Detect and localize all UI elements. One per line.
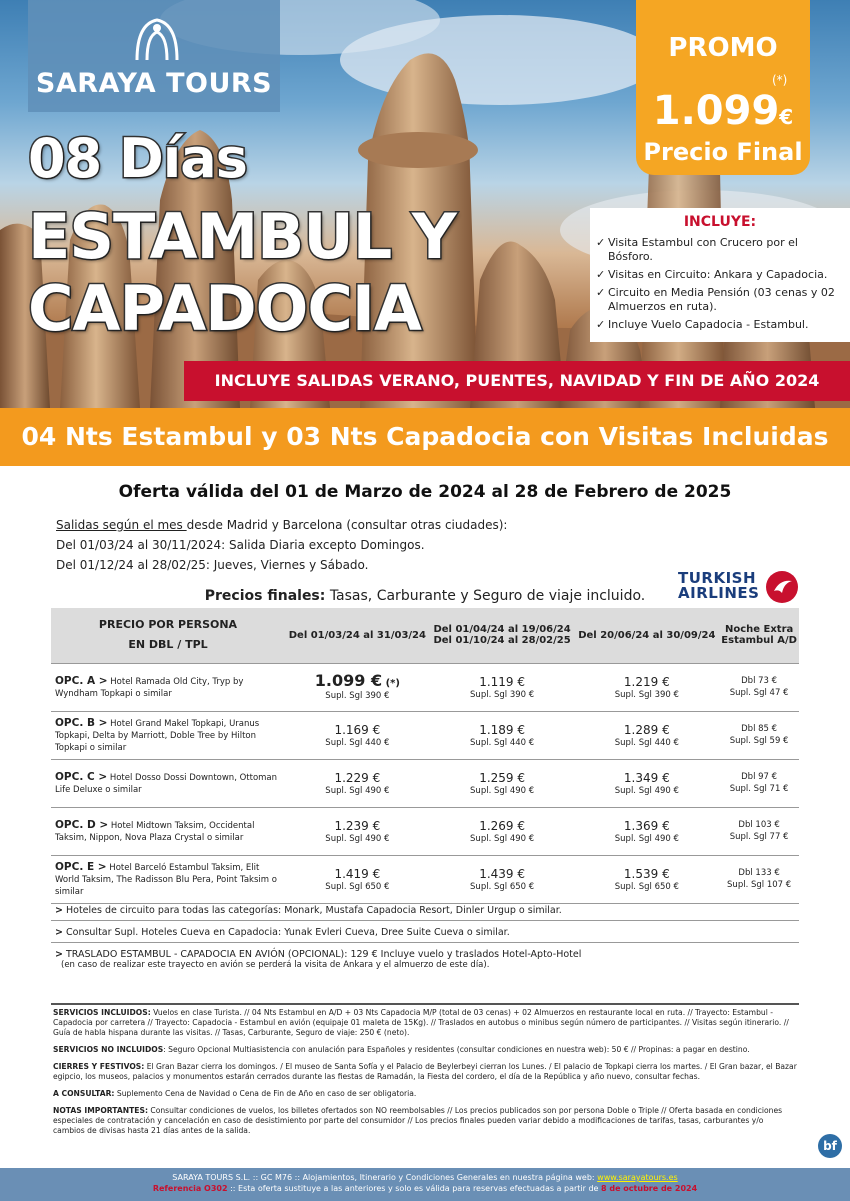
footer-line-1 [0, 1172, 850, 1183]
includes-item [596, 318, 844, 332]
includes-list [596, 236, 844, 332]
price-value: 1.119 € [479, 674, 525, 689]
hero-image [0, 0, 850, 408]
note-marker: > [55, 905, 63, 916]
price-value: 1.369 € [623, 818, 670, 833]
promo-asterisk: (*) [772, 73, 788, 87]
footer-line-2 [0, 1183, 850, 1194]
price-table-header [51, 608, 799, 663]
legal-text: El Gran Bazar cierra los domingos. / El museo de Santa Sofía y el Palacio de Beylerbeyi cierran los Lunes. / El palacio de Topkapi cierra los martes. / El Gran bazar, el Bazar egipcio, los museos, palacios y monumentos estarán cerrados durante las fiestas de Ramadán, la Fiesta del cordero, el día de la República y año nuevo, consultar fechas. [53, 1062, 797, 1081]
header-text: Noche Extra [724, 624, 794, 636]
price-period-3 [574, 759, 719, 807]
note-marker: > [55, 949, 63, 960]
single-supplement: Supl. Sgl 390 € [614, 689, 679, 700]
checkmark-icon: ✓ [596, 236, 606, 249]
extra-night-price [719, 807, 799, 855]
price-amount: 1.099 € [314, 671, 383, 690]
note-flight-option [51, 945, 799, 974]
offer-validity: Oferta válida del 01 de Marzo de 2024 al 28 de Febrero de 2025 [118, 482, 732, 502]
includes-item-text: Visitas en Circuito: Ankara y Capadocia. [608, 268, 828, 281]
table-row [51, 759, 799, 807]
price-amount: 1.229 € [334, 770, 381, 785]
price-value [285, 673, 430, 691]
price-period-2 [430, 711, 575, 759]
footer-date: 8 de octubre de 2024 [601, 1184, 698, 1193]
legal-text: Consultar condiciones de vuelos, los billetes ofertados son NO reembolsables // Los precios publicados son por persona Doble o Triple // Oferta basada en condiciones especiales de contratación y cancelación en caso de desistimiento por parte del consumidor // Los precios finales pueden variar debido a modificaciones de tarifas, tasas, carburantes y/o cambios de divisas hasta 21 días antes de la salida. [53, 1106, 783, 1135]
header-period-1: Del 01/03/24 al 31/03/24 [285, 608, 430, 663]
single-supplement: Supl. Sgl 490 € [470, 833, 535, 844]
extra-night-dbl: Dbl 97 € [741, 772, 778, 782]
header-text: PRECIO POR PERSONA [98, 618, 238, 632]
brand-logo[interactable] [28, 0, 280, 112]
departures-intro [56, 515, 507, 535]
option-label: OPC. E > [55, 860, 107, 873]
single-supplement: Supl. Sgl 440 € [470, 737, 535, 748]
extra-night-sgl: Supl. Sgl 47 € [729, 688, 789, 698]
departures-line: Del 01/03/24 al 30/11/2024: Salida Diaria excepto Domingos. [56, 538, 425, 552]
footer-text: :: Esta oferta sustituye a las anteriores y solo es válida para reservas efectuadas a partir de [227, 1184, 602, 1193]
title-destination-2: CAPADOCIA [28, 272, 421, 345]
price-value: 1.189 € [479, 722, 525, 737]
footer [0, 1168, 850, 1201]
price-amount: 1.419 € [334, 866, 381, 881]
price-value: 1.539 € [623, 866, 670, 881]
extra-night-sgl: Supl. Sgl 77 € [729, 832, 789, 842]
website-link[interactable]: www.sarayatours.es [597, 1173, 678, 1182]
divider [51, 1003, 799, 1005]
note-text: TRASLADO ESTAMBUL - CAPADOCIA EN AVIÓN (OPCIONAL): 129 € Incluye vuelo y traslados Hotel-Apto-Hotel [66, 949, 582, 960]
hotel-option [51, 855, 285, 903]
extra-night-dbl: Dbl 103 € [738, 820, 780, 830]
airline-name-line2: AIRLINES [678, 584, 760, 602]
promo-label: PROMO [668, 33, 778, 63]
footer-reference: Referencia O302 [152, 1184, 228, 1193]
price-period-2 [430, 807, 575, 855]
price-period-3 [574, 855, 719, 903]
hotel-option [51, 759, 285, 807]
price-period-1 [285, 855, 430, 903]
departures-intro-underlined: Salidas según el mes [56, 518, 187, 532]
hotel-list: Hotel Ramada Old City, Tryp by Wyndham Topkapi o similar [55, 676, 244, 699]
checkmark-icon: ✓ [596, 268, 606, 281]
price-period-2 [430, 663, 575, 711]
price-period-3 [574, 711, 719, 759]
price-value: 1.289 € [623, 722, 670, 737]
airline-name-line1: TURKISH [678, 569, 757, 587]
extra-night-price [719, 855, 799, 903]
prices-note-bold: Precios finales: [204, 588, 326, 604]
extra-night-sgl: Supl. Sgl 71 € [729, 784, 789, 794]
header-extra-night [719, 608, 799, 663]
header-text: Estambul A/D [721, 635, 797, 647]
header-price-per-person [51, 608, 285, 663]
single-supplement: Supl. Sgl 490 € [325, 785, 390, 796]
includes-item [596, 236, 844, 264]
single-supplement: Supl. Sgl 490 € [614, 833, 679, 844]
single-supplement: Supl. Sgl 490 € [470, 785, 535, 796]
hotel-option [51, 663, 285, 711]
extra-night-price [719, 663, 799, 711]
option-label: OPC. A > [55, 674, 108, 687]
extra-night-dbl: Dbl 73 € [741, 676, 778, 686]
title-destination-1: ESTAMBUL Y [28, 200, 456, 273]
legal-heading: SERVICIOS NO INCLUIDOS [53, 1045, 164, 1054]
legal-to-consult [53, 1089, 797, 1099]
hotel-option [51, 711, 285, 759]
option-label: OPC. B > [55, 716, 108, 729]
price-period-1 [285, 711, 430, 759]
promo-badge [636, 0, 810, 175]
price-period-3 [574, 663, 719, 711]
price-value [285, 867, 430, 882]
hotel-list: Hotel Midtown Taksim, Occidental Taksim, Nippon, Nova Plaza Crystal o similar [55, 820, 255, 843]
extra-night-dbl: Dbl 85 € [741, 724, 778, 734]
includes-item [596, 286, 844, 314]
extra-night-sgl: Supl. Sgl 59 € [729, 736, 789, 746]
promo-price-value: 1.099 [652, 88, 780, 134]
price-value: 1.219 € [623, 674, 670, 689]
price-value: 1.259 € [479, 770, 525, 785]
table-row [51, 807, 799, 855]
hotel-list: Hotel Grand Makel Topkapi, Uranus Topkapi, Delta by Marriott, Doble Tree by Hilton Topkapi o similar [55, 718, 260, 753]
checkmark-icon: ✓ [596, 286, 606, 299]
checkmark-icon: ✓ [596, 318, 606, 331]
price-value [285, 771, 430, 786]
table-row [51, 855, 799, 903]
prices-note-rest: Tasas, Carburante y Seguro de viaje incluido. [325, 588, 646, 604]
price-value: 1.349 € [623, 770, 670, 785]
legal-text: : Seguro Opcional Multiasistencia con anulación para Españoles y residentes (consultar condiciones en nuestra web): 50 € // Propinas: a pagar en destino. [163, 1045, 750, 1054]
single-supplement: Supl. Sgl 390 € [325, 691, 390, 701]
single-supplement: Supl. Sgl 440 € [325, 737, 390, 748]
extra-night-price [719, 759, 799, 807]
price-value [285, 723, 430, 738]
legal-terms [53, 1008, 797, 1143]
legal-included [53, 1008, 797, 1038]
seasons-banner: INCLUYE SALIDAS VERANO, PUENTES, NAVIDAD Y FIN DE AÑO 2024 [184, 361, 850, 401]
includes-heading: INCLUYE: [683, 214, 757, 230]
itinerary-banner: 04 Nts Estambul y 03 Nts Capadocia con Visitas Incluidas [0, 408, 850, 466]
price-value: 1.269 € [479, 818, 525, 833]
legal-text: Vuelos en clase Turista. // 04 Nts Estambul en A/D + 03 Nts Capadocia M/P (total de 03 cenas) + 02 Almuerzos en restaurante local en ruta. // Trayecto: Estambul - Capadocia por carretera // Trayecto: Capadocia - Estambul en avión (equipaje 01 maleta de 15Kg). // Traslados en autobus o minibus según número de participantes. // Visitas según itinerario. // Guía de habla hispana durante las visitas. // Tasas, Carburante, Seguro de viaje: 250 € (neto). [53, 1008, 789, 1037]
price-period-1 [285, 663, 430, 711]
prices-note [0, 584, 850, 604]
title-days: 08 Días [28, 127, 247, 190]
note-marker: > [55, 927, 63, 938]
single-supplement: Supl. Sgl 650 € [325, 881, 390, 892]
brand-name: SARAYA TOURS [35, 68, 273, 99]
option-label: OPC. D > [55, 818, 109, 831]
option-label: OPC. C > [55, 770, 108, 783]
header-text: EN DBL / TPL [128, 638, 208, 652]
price-period-3 [574, 807, 719, 855]
includes-box [590, 208, 850, 342]
single-supplement: Supl. Sgl 440 € [614, 737, 679, 748]
includes-item-text: Visita Estambul con Crucero por el Bósforo. [608, 236, 798, 263]
extra-night-dbl: Dbl 133 € [738, 868, 780, 878]
price-value [285, 819, 430, 834]
legal-heading: SERVICIOS INCLUIDOS: [53, 1008, 151, 1017]
price-value: 1.439 € [479, 866, 525, 881]
legal-heading: A CONSULTAR: [53, 1089, 115, 1098]
price-amount: 1.239 € [334, 818, 381, 833]
legal-closures [53, 1062, 797, 1082]
single-supplement: Supl. Sgl 650 € [614, 881, 679, 892]
legal-important-notes [53, 1106, 797, 1136]
hotel-list: Hotel Dosso Dossi Downtown, Ottoman Life Deluxe o similar [55, 772, 278, 795]
single-supplement: Supl. Sgl 490 € [325, 833, 390, 844]
price-period-1 [285, 759, 430, 807]
single-supplement: Supl. Sgl 490 € [614, 785, 679, 796]
header-period-3: Del 20/06/24 al 30/09/24 [574, 608, 719, 663]
price-amount: 1.169 € [334, 722, 381, 737]
single-supplement: Supl. Sgl 650 € [470, 881, 535, 892]
note-circuit-hotels [51, 901, 799, 921]
header-text: Del 01/04/24 al 19/06/24 [433, 624, 571, 636]
price-table [51, 608, 799, 904]
extra-night-price [719, 711, 799, 759]
extra-night-sgl: Supl. Sgl 107 € [727, 880, 792, 890]
promo-currency: € [779, 105, 794, 129]
legal-not-included [53, 1045, 797, 1055]
bf-badge-icon[interactable]: bf [818, 1134, 842, 1158]
price-mark: (*) [382, 678, 400, 689]
saraya-logo-icon [133, 14, 181, 62]
includes-item-text: Circuito en Media Pensión (03 cenas y 02 Almuerzos en ruta). [608, 286, 835, 313]
table-row [51, 663, 799, 711]
includes-item-text: Incluye Vuelo Capadocia - Estambul. [608, 318, 809, 331]
hotel-list: Hotel Barceló Estambul Taksim, Elit World Taksim, The Radisson Blu Pera, Point Taksim o similar [55, 862, 277, 897]
footer-text: SARAYA TOURS S.L. :: GC M76 :: Alojamientos, Itinerario y Condiciones Generales en nuestra página web: [172, 1173, 598, 1182]
single-supplement: Supl. Sgl 390 € [470, 689, 535, 700]
price-period-2 [430, 759, 575, 807]
note-subtext: (en caso de realizar este trayecto en avión se perderá la visita de Ankara y el almuerzo de este día). [61, 960, 490, 970]
header-text: Del 01/10/24 al 28/02/25 [433, 635, 571, 647]
legal-text: Suplemento Cena de Navidad o Cena de Fin de Año en caso de ser obligatoria. [114, 1089, 417, 1098]
price-period-2 [430, 855, 575, 903]
departures-info [56, 515, 507, 575]
note-text: Hoteles de circuito para todas las categorías: Monark, Mustafa Capadocia Resort, Dinler Urgup o similar. [66, 905, 562, 916]
legal-heading: CIERRES Y FESTIVOS: [53, 1062, 145, 1071]
departures-line: Del 01/12/24 al 28/02/25: Jueves, Viernes y Sábado. [56, 558, 369, 572]
note-cave-hotels [51, 923, 799, 943]
header-period-2 [430, 608, 575, 663]
promo-price [636, 88, 810, 134]
includes-item [596, 268, 844, 282]
promo-final-label: Precio Final [643, 138, 803, 166]
hotel-option [51, 807, 285, 855]
table-row [51, 711, 799, 759]
legal-heading: NOTAS IMPORTANTES: [53, 1106, 148, 1115]
departures-intro-rest: desde Madrid y Barcelona (consultar otras ciudades): [186, 518, 508, 532]
price-period-1 [285, 807, 430, 855]
note-text: Consultar Supl. Hoteles Cueva en Capadocia: Yunak Evleri Cueva, Dree Suite Cueva o similar. [66, 927, 510, 938]
